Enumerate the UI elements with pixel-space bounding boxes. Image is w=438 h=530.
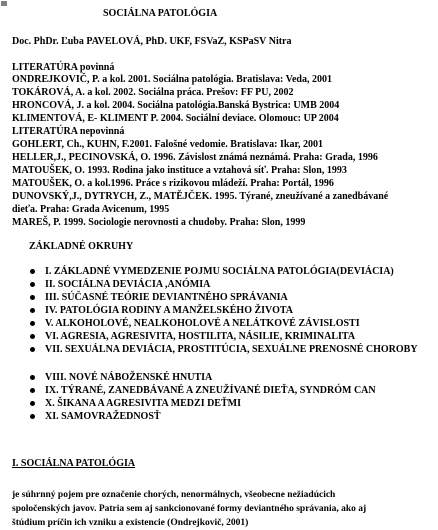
bullet-icon [30,269,35,274]
section-paragraph [12,488,432,530]
literature-entry: dieťa. Praha: Grada Avicenum, 1995 [12,204,170,215]
topic-item [28,305,438,318]
required-literature-heading: LITERATÚRA povinná [12,62,115,73]
topic-label: VI. AGRESIA, AGRESIVITA, HOSTILITA, NÁSILIE, KRIMINALITA [45,331,356,342]
bullet-icon [30,388,35,393]
bullet-icon [30,401,35,406]
paragraph-line: je súhrnný pojem pre označenie chorých, nenormálnych, všeobecne nežiadúcich [12,490,336,500]
section-heading: I. SOCIÁLNA PATOLÓGIA [12,458,136,469]
topic-label: V. ALKOHOLOVÉ, NEALKOHOLOVÉ A NELÁTKOVÉ ZÁVISLOSTI [45,318,360,329]
literature-entry: DUNOVSKÝ,J., DYTRYCH, Z., MATĚJČEK. 1995. Týrané, zneužívané a zanedbávané [12,191,389,202]
bullet-icon [30,347,35,352]
topic-label: VIII. NOVÉ NÁBOŽENSKÉ HNUTIA [45,372,213,383]
literature-entry: ONDREJKOVIČ, P. a kol. 2001. Sociálna patológia. Bratislava: Veda, 2001 [12,74,332,85]
topic-item [28,331,438,344]
literature-entry: TOKÁROVÁ, A. a kol. 2002. Sociálna práca. Prešov: FF PU, 2002 [12,87,294,98]
literature-entry: MAREŠ, P. 1999. Sociologie nerovnosti a chudoby. Praha: Slon, 1999 [12,217,306,228]
topic-item [28,279,438,292]
bullet-icon [30,295,35,300]
page-corner-marker [1,1,7,6]
literature-entry: HRONCOVÁ, J. a kol. 2004. Sociálna patológia.Banská Bystrica: UMB 2004 [12,100,340,111]
topic-item [28,372,438,385]
literature-entry: GOHLERT, Ch., KUHN, F.2001. Falošné vedomie. Bratislava: Ikar, 2001 [12,139,323,150]
bullet-icon [30,414,35,419]
bullet-icon [30,308,35,313]
topic-item [28,318,438,331]
topic-label: VII. SEXUÁLNA DEVIÁCIA, PROSTITÚCIA, SEXUÁLNE PRENOSNÉ CHOROBY [45,344,418,355]
topic-item [28,411,438,424]
bullet-icon [30,375,35,380]
bullet-icon [30,282,35,287]
bullet-icon [30,334,35,339]
literature-entry: MATOUŠEK, O. 1993. Rodina jako instituce a vztahová síť. Praha: Slon, 1993 [12,165,347,176]
document-title: SOCIÁLNA PATOLÓGIA [103,8,218,19]
literature-entry: KLIMENTOVÁ, E- KLIMENT P. 2004. Sociální deviace. Olomouc: UP 2004 [12,113,339,124]
topic-label: X. ŠIKANA A AGRESIVITA MEDZI DEŤMI [45,398,241,409]
topics-list [28,266,438,424]
author-line: Doc. PhDr. Ľuba PAVELOVÁ, PhD. UKF, FSVaZ, KSPaSV Nitra [12,36,292,47]
topic-label: I. ZÁKLADNÉ VYMEDZENIE POJMU SOCIÁLNA PATOLÓGIA(DEVIÁCIA) [45,266,394,277]
topics-heading: ZÁKLADNÉ OKRUHY [29,241,134,252]
optional-literature-heading: LITERATÚRA nepovinná [12,126,125,137]
topic-item [28,385,438,398]
literature-entry: MATOUŠEK, O. a kol.1996. Práce s rizikovou mládeží. Praha: Portál, 1996 [12,178,334,189]
topic-item [28,344,425,372]
topic-label: IV. PATOLÓGIA RODINY A MANŽELSKÉHO ŽIVOTA [45,305,293,316]
paragraph-line: spoločenských javov. Patria sem aj sankcionované formy deviantného správania, ako aj [12,504,367,514]
paragraph-line: štúdium príčin ich vzniku a existencie (Ondrejkovič, 2001) [12,518,249,528]
topic-label: II. SOCIÁLNA DEVIÁCIA ,ANÓMIA [45,279,211,290]
topic-item [28,398,438,411]
topic-label: XI. SAMOVRAŽEDNOSŤ [45,411,161,422]
topic-item [28,292,438,305]
topic-label: III. SÚČASNÉ TEÓRIE DEVIANTNÉHO SPRÁVANIA [45,292,288,303]
topic-label: IX. TÝRANÉ, ZANEDBÁVANÉ A ZNEUŽÍVANÉ DIEŤA, SYNDRÓM CAN [45,385,376,396]
bullet-icon [30,321,35,326]
topic-item [28,266,438,279]
literature-entry: HELLER,J., PECINOVSKÁ, O. 1996. Závislost známá neznámá. Praha: Grada, 1996 [12,152,378,163]
